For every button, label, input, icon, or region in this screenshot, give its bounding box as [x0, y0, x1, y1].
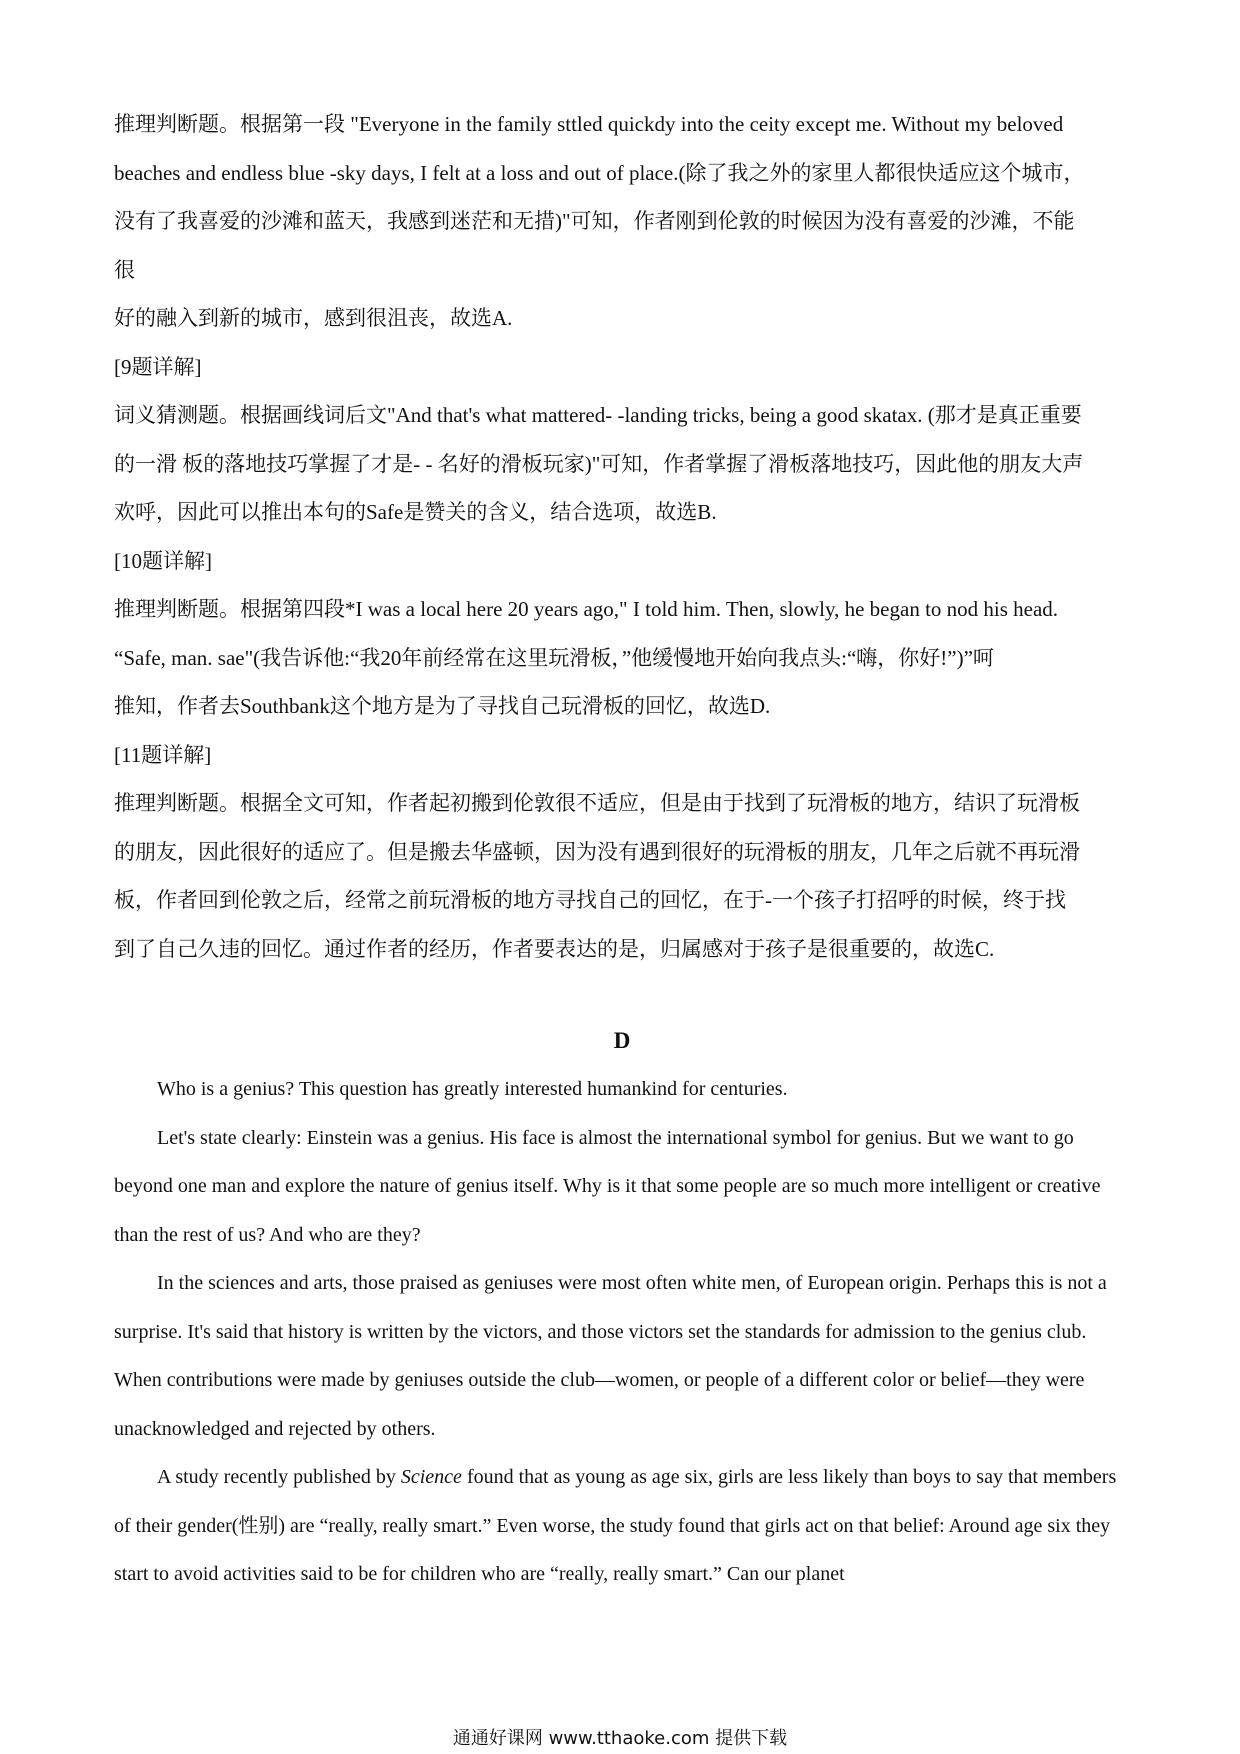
paragraph-text: found that as young as age six, girls are less likely than boys to say that members of their gender(性别) are “really, really smart.” Even worse, the study found that girls act on that belief: Around age six they start to avoid activities said to be for children who are “really, really smart.” Can our planet — [114, 1466, 1117, 1585]
passage-paragraph: Who is a genius? This question has greatly interested humankind for centuries. — [157, 1078, 788, 1100]
passage-paragraph: Let's state clearly: Einstein was a genius. His face is almost the international symbol for genius. But we want to go beyond one man and explore the nature of genius itself. Why is it that some people are so much more intelligent or creative than the rest of us? And who are they? — [114, 1126, 1101, 1246]
text-line: beaches and endless blue -sky days, I felt at a loss and out of place.(除了我之外的家里人都很快适应这个城市， — [114, 160, 1085, 185]
explanation-9 — [114, 343, 1130, 537]
footer-watermark: 通通好课网 www.tthaoke.com 提供下载 — [452, 1728, 788, 1749]
document-page — [114, 100, 1130, 1599]
explanation-8 — [114, 100, 1130, 343]
text-line: “Safe, man. sae"(我告诉他:“我20年前经常在这里玩滑板，”他缓慢地开始向我点头:“嗨，你好!”)”呵 — [114, 645, 994, 670]
text-line: 欢呼，因此可以推出本句的Safe是赞关的含义，结合选项，故选B. — [114, 500, 717, 524]
text-line: 好的融入到新的城市，感到很沮丧，故选A. — [114, 306, 513, 330]
text-line: 没有了我喜爱的沙滩和蓝天，我感到迷茫和无措)"可知，作者刚到伦敦的时候因为没有喜爱的沙滩，不能 — [114, 209, 1075, 233]
section-label: [10题详解] — [114, 548, 212, 573]
text-line: 推理判断题。根据第四段*I was a local here 20 years ago," I told him. Then, slowly, he began to nod his head. — [114, 597, 1059, 621]
paragraph-text: A study recently published by — [157, 1466, 401, 1488]
explanation-11 — [114, 731, 1130, 974]
text-line: 推知，作者去Southbank这个地方是为了寻找自己玩滑板的回忆，故选D. — [114, 694, 771, 718]
text-line: 很 — [114, 257, 135, 282]
text-line: 板，作者回到伦敦之后，经常之前玩滑板的地方寻找自己的回忆，在于-一个孩子打招呼的时候，终于找 — [114, 888, 1066, 912]
text-line: 的朋友，因此很好的适应了。但是搬去华盛顿，因为没有遇到很好的玩滑板的朋友，几年之后就不再玩滑 — [114, 839, 1080, 864]
text-line: 到了自己久违的回忆。通过作者的经历，作者要表达的是，归属感对于孩子是很重要的，故选C. — [114, 936, 995, 961]
journal-title: Science — [400, 1466, 462, 1488]
passage-heading: D — [613, 1028, 631, 1053]
passage-paragraph: In the sciences and arts, those praised as geniuses were most often white men, of European origin. Perhaps this is not a surprise. It's said that history is written by the victors, and those victors set the standards for admission to the genius club. When contributions were made by geniuses outside the club—women, or people of a different color or belief—they were unacknowledged and rejected by others. — [114, 1272, 1107, 1440]
text-line: 推理判断题。根据全文可知，作者起初搬到伦敦很不适应，但是由于找到了玩滑板的地方，结识了玩滑板 — [114, 791, 1080, 815]
explanation-10 — [114, 537, 1130, 731]
section-label: [9题详解] — [114, 354, 202, 379]
passage-paragraph — [114, 1453, 1130, 1599]
text-line: 词义猜测题。根据画线词后文"And that's what mattered- -landing tricks, being a good skatax. (那才是真正重要 — [114, 403, 1082, 427]
spacer — [114, 973, 1130, 1017]
text-line: 的一滑 板的落地技巧掌握了才是- - 名好的滑板玩家)"可知，作者掌握了滑板落地技巧，因此他的朋友大声 — [114, 451, 1084, 476]
text-line: 推理判断题。根据第一段 "Everyone in the family sttled quickdy into the ceity except me. Without my beloved — [114, 112, 1064, 136]
section-label: [11题详解] — [114, 742, 212, 767]
